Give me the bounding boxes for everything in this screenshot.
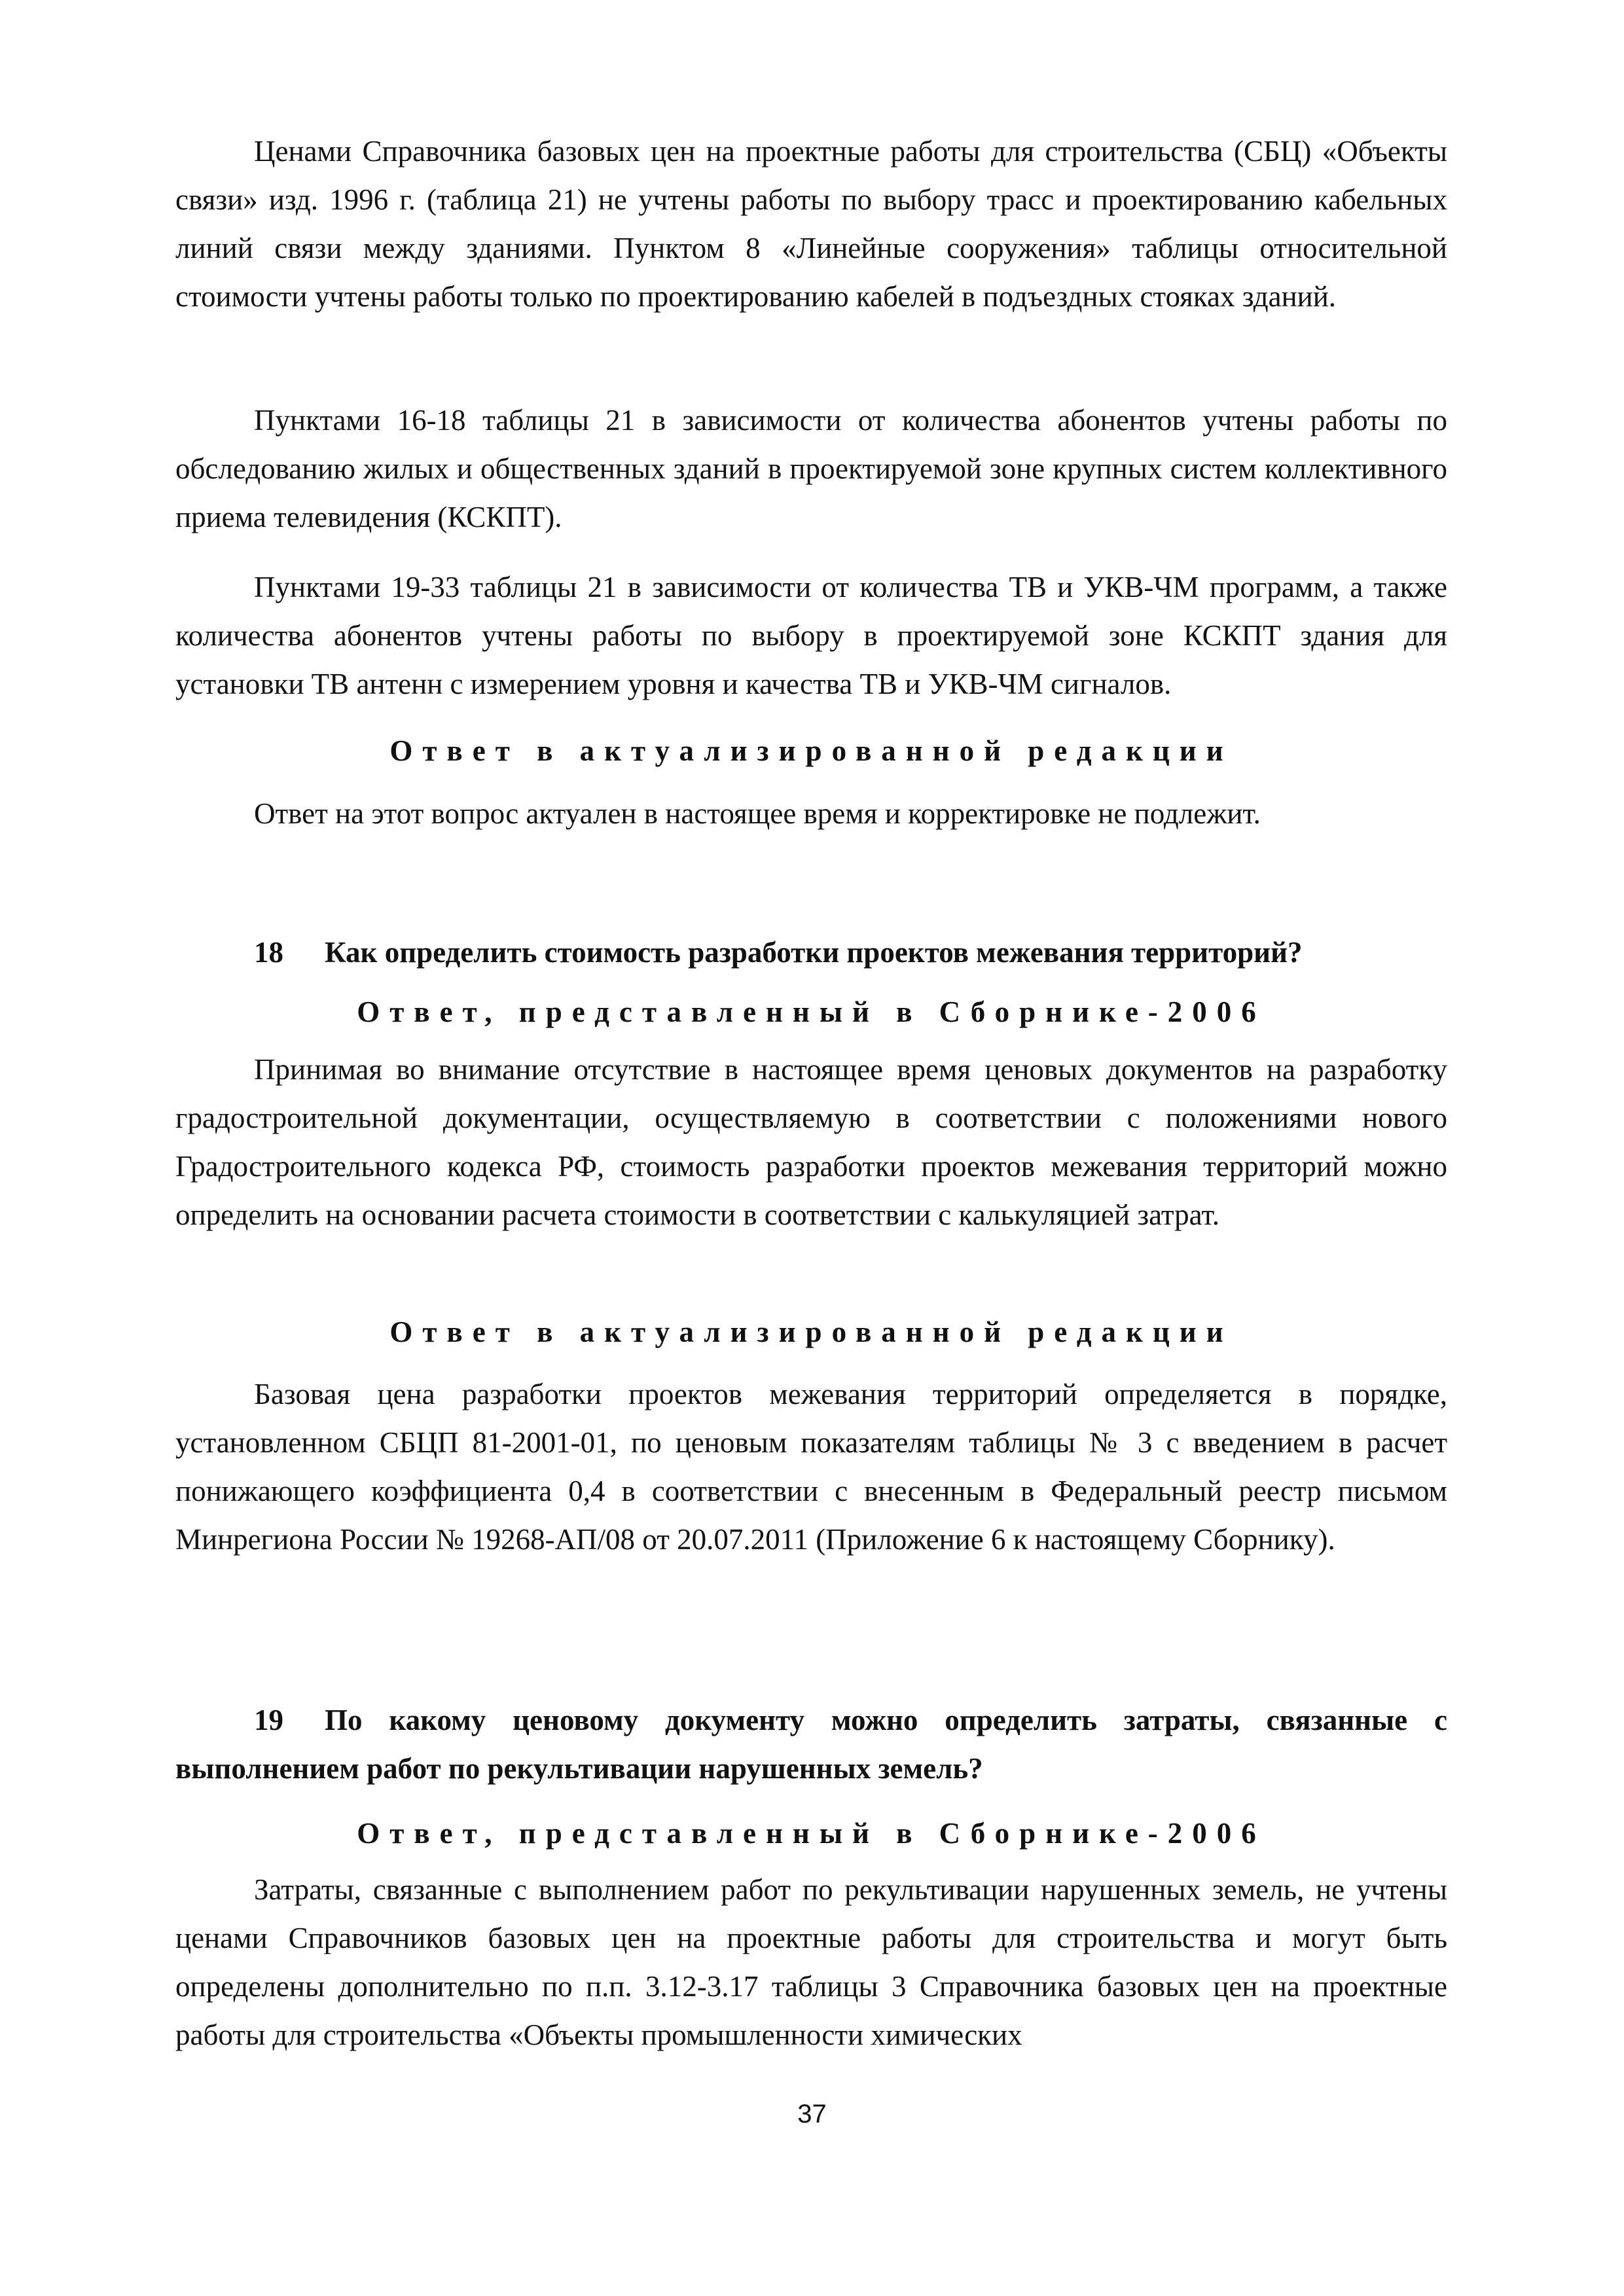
paragraph-answer-actual: Ответ на этот вопрос актуален в настоящее время и корректировке не подлежит. <box>254 797 1261 830</box>
question-19-number: 19 <box>254 1704 283 1736</box>
heading-updated-answer-2: Ответ в актуализированной редакции <box>389 1316 1233 1348</box>
question-18-text: Как определить стоимость разработки проектов межевания территорий? <box>325 936 1303 969</box>
question-19-text: По какому ценовому документу можно определить затраты, связанные с выполнением работ по рекультивации нарушенных земель? <box>175 1704 1447 1785</box>
question-19 <box>175 1696 1447 1793</box>
heading-updated-answer: Ответ в актуализированной редакции <box>389 734 1233 767</box>
page-number: 37 <box>797 2100 827 2128</box>
paragraph-sbc-communications: Ценами Справочника базовых цен на проектные работы для строительства (СБЦ) «Объекты связи» изд. 1996 г. (таблица 21) не учтены работы по выбору трасс и проектированию кабельных линий связи между зданиями. Пунктом 8 «Линейные сооружения» таблицы относительной стоимости учтены работы только по проектированию кабелей в подъездных стояках зданий. <box>175 135 1447 313</box>
paragraph-land-reclamation: Затраты, связанные с выполнением работ по рекультивации нарушенных земель, не учтены ценами Справочников базовых цен на проектные работы для строительства и могут быть определены дополнительно по п.п. 3.12-3.17 таблицы 3 Справочника базовых цен на проектные работы для строительства «Объекты промышленности химических <box>175 1873 1447 2051</box>
paragraph-land-surveying-cost: Принимая во внимание отсутствие в настоящее время ценовых документов на разработку градостроительной документации, осуществляемую в соответствии с положениями нового Градостроительного кодекса РФ, стоимость разработки проектов межевания территорий можно определить на основании расчета стоимости в соответствии с калькуляцией затрат. <box>175 1053 1447 1231</box>
paragraph-items-16-18: Пунктами 16-18 таблицы 21 в зависимости от количества абонентов учтены работы по обследованию жилых и общественных зданий в проектируемой зоне крупных систем коллективного приема телевидения (КСКПТ). <box>175 404 1447 533</box>
paragraph-base-price: Базовая цена разработки проектов межевания территорий определяется в порядке, установленном СБЦП 81-2001-01, по ценовым показателям таблицы № 3 с введением в расчет понижающего коэффициента 0,4 в соответствии с внесенным в Федеральный реестр письмом Минрегиона России № 19268-АП/08 от 20.07.2011 (Приложение 6 к настоящему Сборнику). <box>175 1378 1447 1556</box>
question-18 <box>175 928 1447 977</box>
paragraph-items-19-33: Пунктами 19-33 таблицы 21 в зависимости от количества ТВ и УКВ-ЧМ программ, а также количества абонентов учтены работы по выбору в проектируемой зоне КСКПТ здания для установки ТВ антенн с измерением уровня и качества ТВ и УКВ-ЧМ сигналов. <box>175 571 1447 700</box>
question-18-number: 18 <box>254 936 283 969</box>
heading-answer-2006-2: Ответ, представленный в Сборнике-2006 <box>357 1817 1266 1850</box>
heading-answer-2006: Ответ, представленный в Сборнике-2006 <box>357 996 1266 1028</box>
